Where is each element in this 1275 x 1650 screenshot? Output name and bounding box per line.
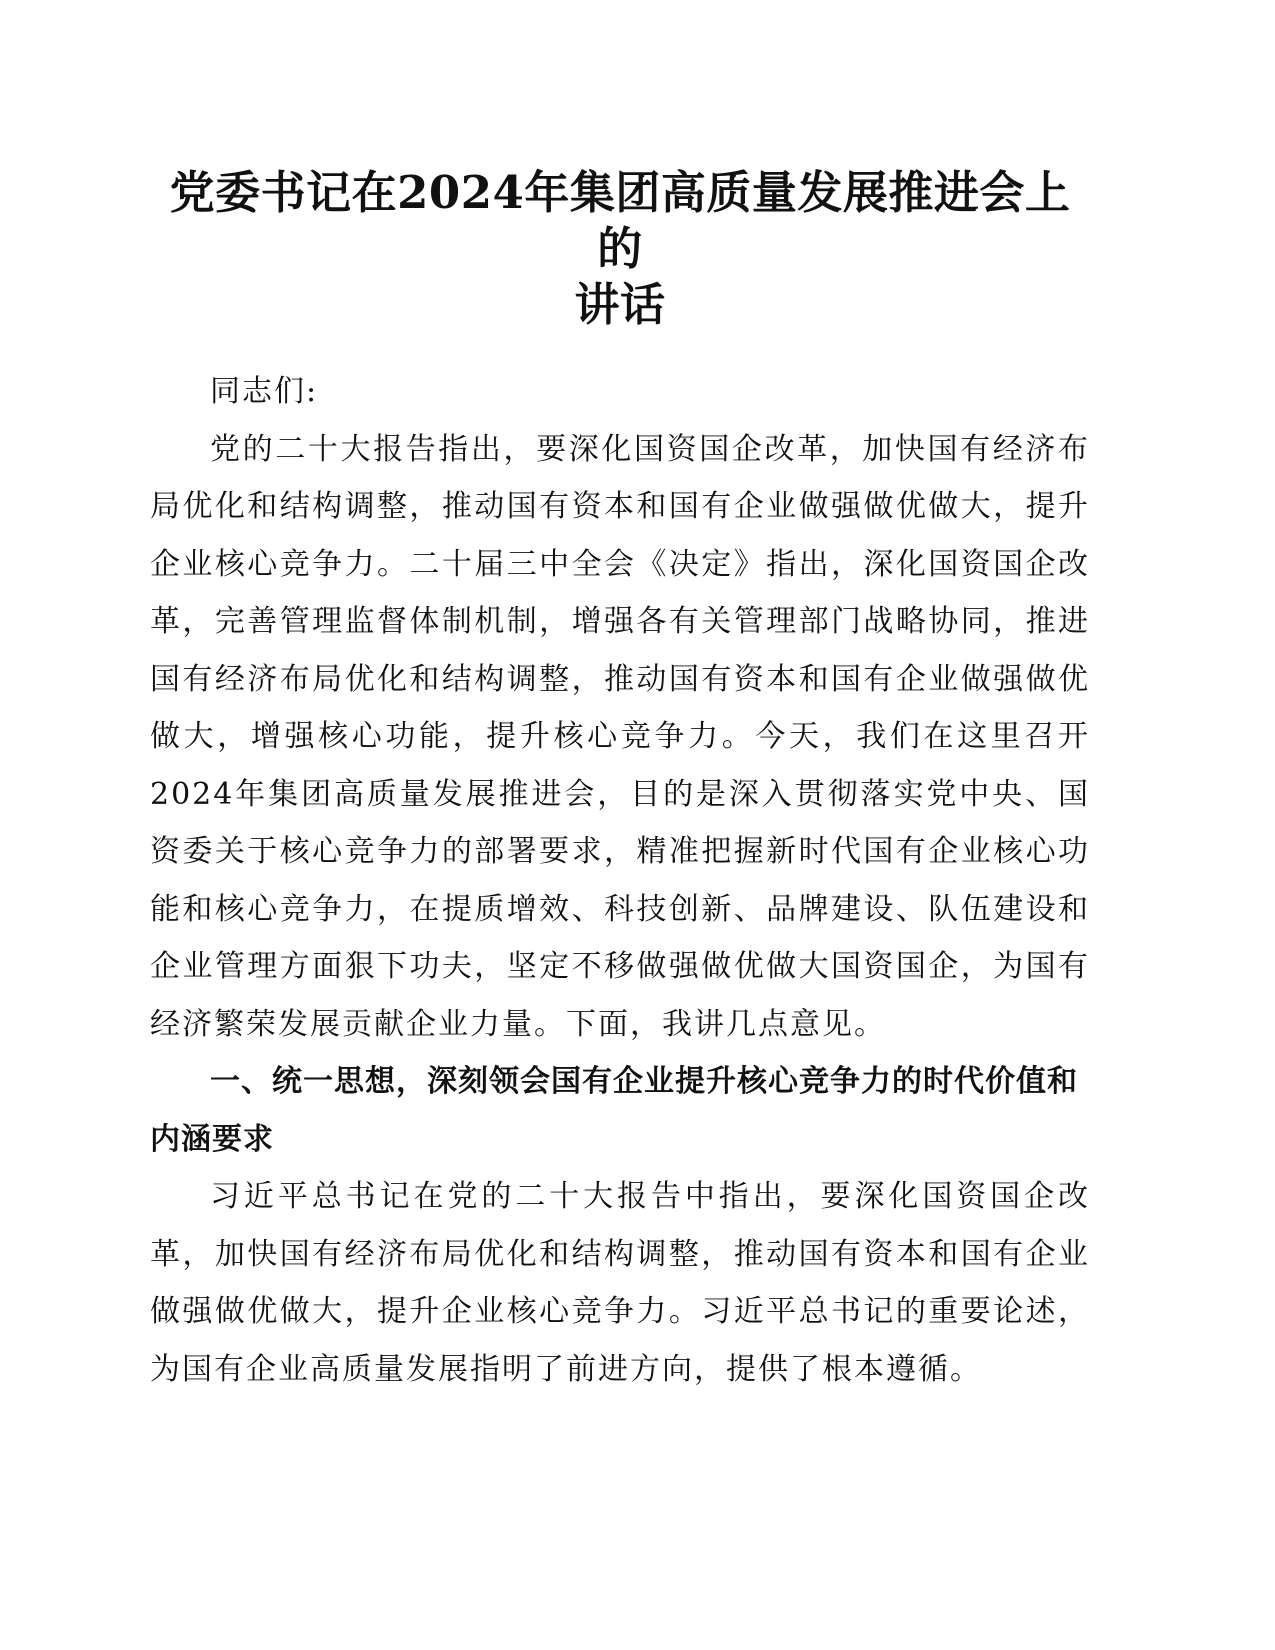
- title-line-1: 党委书记在2024年集团高质量发展推进会上的: [169, 166, 1071, 275]
- salutation: 同志们:: [210, 374, 319, 409]
- title-line-2: 讲话: [574, 278, 666, 331]
- document-page: [150, 165, 1090, 1398]
- document-title: [150, 165, 1090, 333]
- body-paragraph-2: 习近平总书记在党的二十大报告中指出，要深化国资国企改革，加快国有经济布局优化和结构调整，推动国有资本和国有企业做强做优做大，提升企业核心竞争力。习近平总书记的重要论述，为国有企业高质量发展指明了前进方向，提供了根本遵循。: [150, 1179, 1090, 1387]
- body-paragraph-1: 党的二十大报告指出，要深化国资国企改革，加快国有经济布局优化和结构调整，推动国有资本和国有企业做强做优做大，提升企业核心竞争力。二十届三中全会《决定》指出，深化国资国企改革，完善管理监督体制机制，增强各有关管理部门战略协同，推进国有经济布局优化和结构调整，推动国有资本和国有企业做强做优做大，增强核心功能，提升核心竞争力。今天，我们在这里召开2024年集团高质量发展推进会，目的是深入贯彻落实党中央、国资委关于核心竞争力的部署要求，精准把握新时代国有企业核心功能和核心竞争力，在提质增效、科技创新、品牌建设、队伍建设和企业管理方面狠下功夫，坚定不移做强做优做大国资国企，为国有经济繁荣发展贡献企业力量。下面，我讲几点意见。: [150, 431, 1090, 1042]
- section-heading-1: 一、统一思想，深刻领会国有企业提升核心竞争力的时代价值和内涵要求: [150, 1064, 1078, 1157]
